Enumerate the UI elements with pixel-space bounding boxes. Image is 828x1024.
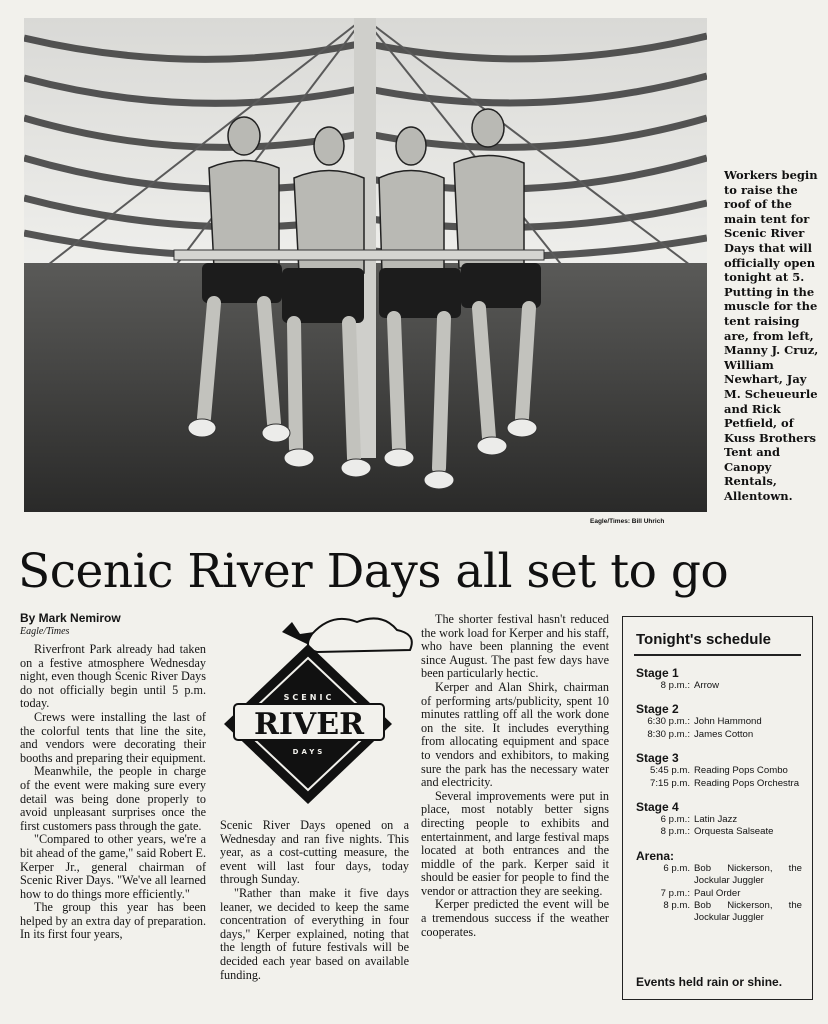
schedule-row [636,716,802,728]
paragraph: The shorter festival hasn't reduced the work load for Kerper and his staff, who have been planning the event since August. The past few days have been particularly hectic. [421,612,609,681]
schedule-row [636,863,802,888]
schedule-title: Tonight's schedule [636,631,771,648]
paragraph: Kerper and Alan Shirk, chairman of performing arts/publicity, spent 10 minutes rattling off all the work done on the site. It includes everything from allocating equipment and space to vendors and exhibitors, to making sure the park has the necessary water and electricity. [421,679,609,790]
paragraph: Riverfront Park already had taken on a festive atmosphere Wednesday night, even though Scenic River Days do not officially begin until 5 p.m. today. [20,642,206,711]
paragraph: Scenic River Days opened on a Wednesday and ran five nights. This year, as a cost-cutting measure, the event will last four days, today through Sunday. [220,818,409,887]
paragraph: "Rather than make it five days leaner, we decided to keep the same concentration of everything in four days," Kerper explained, noting that the length of future festivals will be decided each year based on available funding. [220,885,409,982]
schedule-act: Latin Jazz [694,814,738,826]
schedule-time: 6 p.m.: [660,814,690,826]
schedule-row [636,680,802,692]
schedule-time: 8:30 p.m.: [647,728,690,740]
paragraph: Kerper predicted the event will be a tremendous success if the weather cooperates. [421,897,609,939]
schedule-row [636,900,802,925]
schedule-stage [623,800,812,839]
paragraph: "Compared to other years, we're a bit ahead of the game," said Robert E. Kerper Jr., general chairman of Scenic River Days. "We've all learned how to do things more efficiently." [20,832,206,901]
tent-raising-photo-icon [24,18,707,512]
headline: Scenic River Days all set to go [18,544,729,599]
stage-name: Stage 4 [636,800,679,815]
schedule-row [636,778,802,790]
schedule-box [622,616,813,1000]
schedule-stage [623,849,812,925]
paragraph: Crews were installing the last of the colorful tents that line the site, and vendors were decorating their booths and preparing their equipment. [20,709,206,765]
news-photo [24,18,707,512]
schedule-row [636,729,802,741]
schedule-row [636,765,802,777]
schedule-act: Reading Pops Orchestra [694,777,800,789]
schedule-time: 7:15 p.m. [650,777,690,789]
stage-name: Stage 2 [636,702,679,717]
schedule-time: 8 p.m. [663,900,690,912]
schedule-act: James Cotton [694,728,754,740]
schedule-row [636,814,802,826]
schedule-time: 8 p.m.: [660,826,690,838]
schedule-time: 6 p.m. [663,862,690,874]
stage-name: Stage 3 [636,751,679,766]
article-column-2 [220,819,409,982]
schedule-act: Reading Pops Combo [694,765,788,777]
photo-credit: Eagle/Times: Bill Uhrich [590,518,665,525]
schedule-act: John Hammond [694,716,762,728]
photo-caption: Workers begin to raise the roof of the main tent for Scenic River Days that will officially open tonight at 5. Putting in the muscle for the tent raising are, from left, Manny J. Cruz, William Newhart, Jay M. Scheueurle and Rick Petfield, of Kuss Brothers Tent and Canopy Rentals, Allentown. [724,168,819,504]
divider [634,654,801,656]
schedule-act: Orquesta Salseate [694,826,774,838]
schedule-act: Arrow [694,680,720,691]
paragraph: The group this year has been helped by an extra day of preparation. In its first four years, [20,900,206,942]
schedule-time: 6:30 p.m.: [647,716,690,728]
schedule-row [636,826,802,838]
schedule-stage [623,751,812,790]
stage-name: Stage 1 [636,666,679,680]
schedule-act: Paul Order [694,887,741,899]
schedule-footer: Events held rain or shine. [636,975,783,989]
schedule-act: Bob Nickerson, the Jockular Juggler [694,900,802,924]
scenic-river-days-logo [222,612,418,812]
schedule-time: 7 p.m.: [660,887,690,899]
schedule-act: Bob Nickerson, the Jockular Juggler [694,862,802,887]
article-column-3 [421,613,609,939]
schedule-stages [623,666,812,925]
river-logo-icon [222,612,418,812]
stage-name: Arena: [636,848,675,863]
article-column-1 [20,611,206,942]
schedule-time: 8 p.m.: [660,680,690,691]
byline-org: Eagle/Times [20,626,70,637]
paragraph: Meanwhile, the people in charge of the event were making sure every detail was being done properly to avoid unpleasant surprises once the first customers pass through the gate. [20,764,206,833]
schedule-time: 5:45 p.m. [650,765,690,777]
byline-author: By Mark Nemirow [20,611,121,625]
schedule-stage [623,702,812,741]
logo-main-text: RIVER [253,707,365,742]
schedule-stage [623,666,812,692]
paragraph: Several improvements were put in place, most notably better signs directing people to exhibits and entertainment, and large festival maps located at both entrances and the middle of the park. Kerper said it should be easier for people to find the vendor or attraction they are seeking. [421,788,609,898]
logo-top-text: SCENIC [283,693,335,702]
logo-bottom-text: DAYS [292,748,326,756]
schedule-row [636,888,802,900]
